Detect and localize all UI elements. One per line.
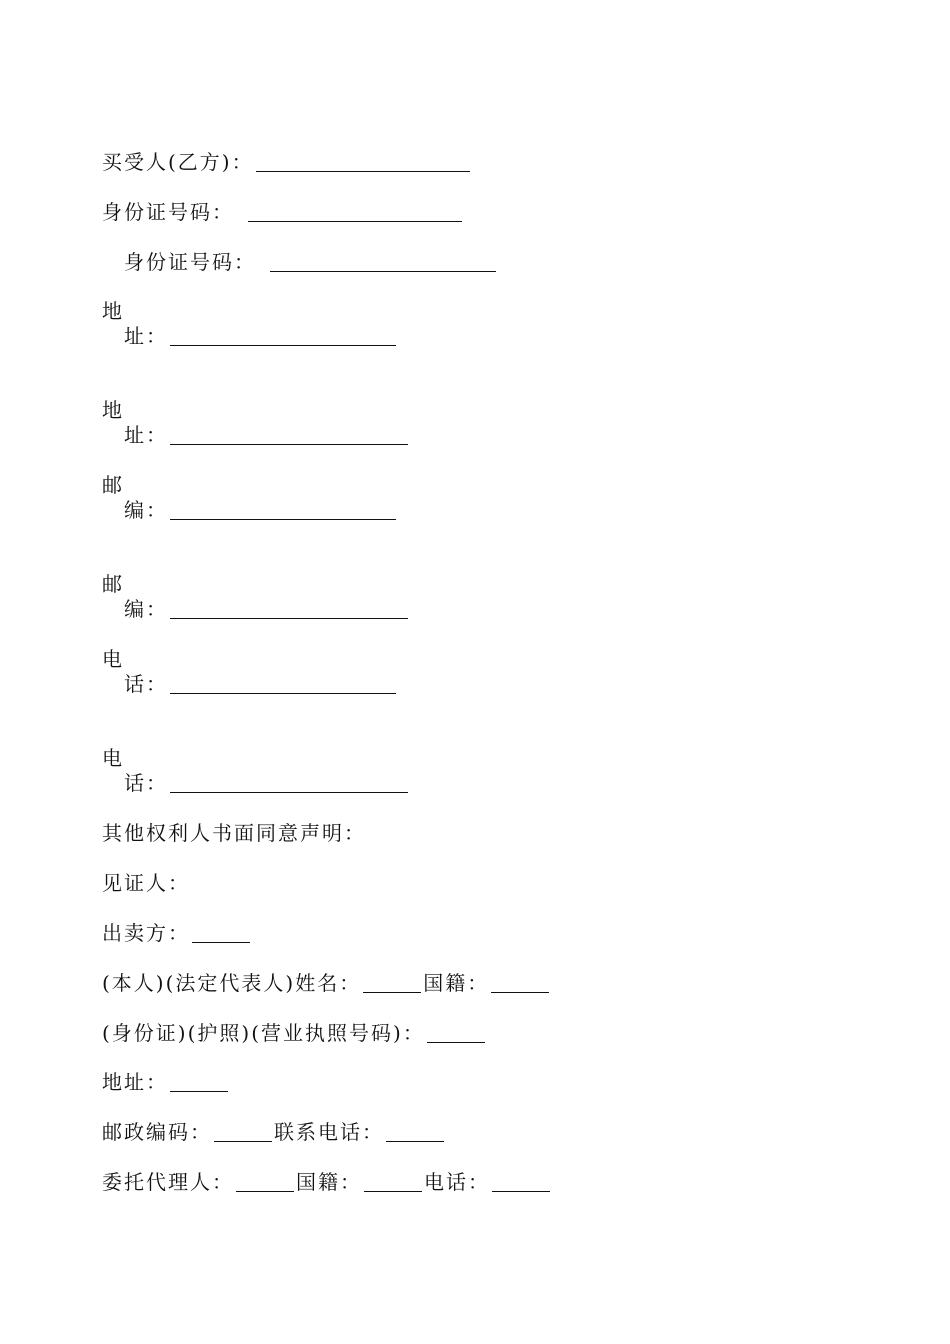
phone-line-2 (124, 771, 410, 795)
postcode-label-tail-1: 编： (124, 498, 168, 522)
phone-line-1 (124, 672, 398, 696)
id-number-label-2: 身份证号码： (124, 250, 256, 274)
phone-label-head-1: 电 (102, 647, 124, 671)
id-number-blank-1 (248, 201, 462, 222)
nationality-blank (491, 972, 549, 993)
postcode-label-head-1: 邮 (102, 473, 124, 497)
name-nationality-line (102, 971, 551, 995)
address-blank-2 (170, 424, 408, 445)
id-number-line-1 (102, 200, 464, 224)
seller-address-line (102, 1070, 230, 1094)
postcode-blank-2 (170, 598, 408, 619)
agent-blank (236, 1171, 294, 1192)
seller-address-blank (170, 1071, 228, 1092)
id-document-line (102, 1021, 487, 1045)
contact-phone-blank (386, 1121, 444, 1142)
postal-phone-line (102, 1120, 446, 1144)
postcode-line-2 (124, 597, 410, 621)
agent-phone-blank (492, 1171, 550, 1192)
postal-code-blank (214, 1121, 272, 1142)
id-document-label: (身份证)(护照)(营业执照号码)： (102, 1021, 425, 1045)
other-rights-holder-label: 其他权利人书面同意声明： (102, 821, 366, 845)
address-char-1 (102, 299, 124, 323)
witness-label: 见证人： (102, 871, 190, 895)
address-line-1 (124, 324, 398, 348)
phone-char-2 (102, 746, 124, 770)
address-label-head-2: 地 (102, 398, 124, 422)
postcode-line-1 (124, 498, 398, 522)
phone-label-tail-1: 话： (124, 672, 168, 696)
other-rights-holder-consent (102, 821, 366, 845)
phone-label-head-2: 电 (102, 746, 124, 770)
agent-nationality-blank (364, 1171, 422, 1192)
postcode-label-tail-2: 编： (124, 597, 168, 621)
postcode-char-2 (102, 572, 124, 596)
buyer-party-line (102, 150, 472, 174)
seller-label: 出卖方： (102, 921, 190, 945)
seller-line (102, 921, 252, 945)
witness-line (102, 871, 190, 895)
address-label-tail-2: 址： (124, 423, 168, 447)
id-document-blank (427, 1022, 485, 1043)
contact-phone-label: 联系电话： (274, 1120, 384, 1144)
postcode-blank-1 (170, 499, 396, 520)
address-line-2 (124, 423, 410, 447)
postcode-char-1 (102, 473, 124, 497)
address-label-head-1: 地 (102, 299, 124, 323)
seller-blank (192, 922, 250, 943)
nationality-label: 国籍： (423, 971, 490, 995)
id-number-blank-2 (270, 251, 496, 272)
name-blank (363, 972, 421, 993)
postcode-label-head-2: 邮 (102, 572, 124, 596)
phone-blank-1 (170, 673, 396, 694)
address-char-2 (102, 398, 124, 422)
id-number-line-2 (124, 250, 498, 274)
buyer-party-blank (256, 151, 470, 172)
address-blank-1 (170, 325, 396, 346)
agent-nationality-label: 国籍： (296, 1170, 362, 1194)
phone-label-tail-2: 话： (124, 771, 168, 795)
postal-code-label: 邮政编码： (102, 1120, 212, 1144)
name-label: (本人)(法定代表人)姓名： (102, 971, 362, 995)
address-label-tail-1: 址： (124, 324, 168, 348)
id-number-label-1: 身份证号码： (102, 200, 234, 224)
agent-phone-label: 电话： (424, 1170, 490, 1194)
phone-blank-2 (170, 772, 408, 793)
seller-address-label: 地址： (102, 1070, 168, 1094)
agent-line (102, 1170, 552, 1194)
buyer-party-label: 买受人(乙方)： (102, 150, 254, 174)
phone-char-1 (102, 647, 124, 671)
agent-label: 委托代理人： (102, 1170, 234, 1194)
